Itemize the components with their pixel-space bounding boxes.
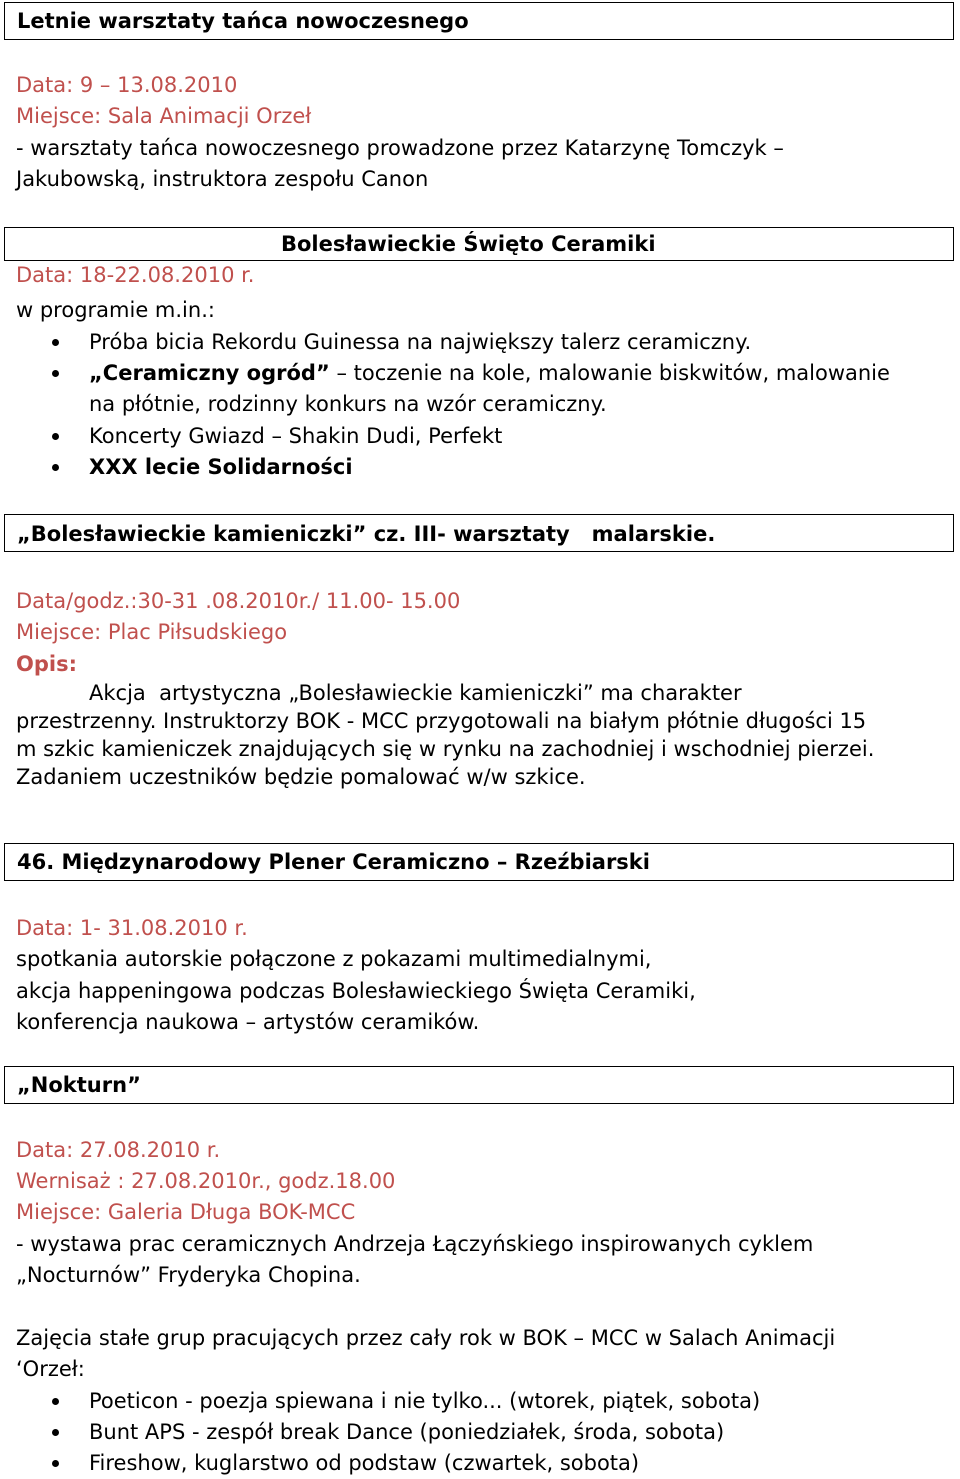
program-item-bold: „Ceramiczny ogród” — [89, 361, 330, 385]
event-description-line: akcja happeningowa podczas Bolesławieckiego Święta Ceramiki, — [16, 979, 696, 1003]
vernissage-info: Wernisaż : 27.08.2010r., godz.18.00 — [16, 1169, 396, 1193]
event-description-line: „Nocturnów” Fryderyka Chopina. — [16, 1263, 361, 1287]
program-item: Próba bicia Rekordu Guinessa na największy talerz ceramiczny. — [89, 330, 752, 354]
event-place: Miejsce: Galeria Długa BOK-MCC — [16, 1200, 356, 1224]
event-date: Data/godz.:30-31 .08.2010r./ 11.00- 15.00 — [16, 589, 461, 613]
section-title: Letnie warsztaty tańca nowoczesnego — [17, 9, 469, 33]
event-description-line: spotkania autorskie połączone z pokazami multimedialnymi, — [16, 947, 652, 971]
description-line: Zadaniem uczestników będzie pomalować w/w szkice. — [16, 765, 586, 789]
event-date: Data: 9 – 13.08.2010 — [16, 73, 238, 97]
event-place: Miejsce: Plac Piłsudskiego — [16, 620, 288, 644]
bullet-icon — [52, 370, 59, 377]
bullet-icon — [52, 433, 59, 440]
bullet-icon — [52, 464, 59, 471]
event-place: Miejsce: Sala Animacji Orzeł — [16, 104, 312, 128]
description-line: Akcja artystyczna „Bolesławieckie kamieniczki” ma charakter — [89, 681, 742, 705]
bullet-icon — [52, 1460, 59, 1467]
description-line: przestrzenny. Instruktorzy BOK - MCC przygotowali na białym płótnie długości 15 — [16, 709, 867, 733]
class-item: Bunt APS - zespół break Dance (poniedziałek, środa, sobota) — [89, 1420, 725, 1444]
event-description-line: konferencja naukowa – artystów ceramików. — [16, 1010, 480, 1034]
section-title: 46. Międzynarodowy Plener Ceramiczno – Rzeźbiarski — [17, 850, 650, 874]
bullet-icon — [52, 1398, 59, 1405]
section-title: „Nokturn” — [17, 1073, 141, 1097]
class-item: Poeticon - poezja spiewana i nie tylko... (wtorek, piątek, sobota) — [89, 1389, 761, 1413]
section-title: „Bolesławieckie kamieniczki” cz. III- warsztaty malarskie. — [17, 522, 716, 546]
program-label: w programie m.in.: — [16, 298, 215, 322]
section-heading-box — [4, 1066, 954, 1104]
regular-classes-intro: ‘Orzeł: — [16, 1357, 85, 1381]
bullet-icon — [52, 1429, 59, 1436]
class-item: Fireshow, kuglarstwo od podstaw (czwartek, sobota) — [89, 1451, 640, 1475]
program-item-text: – toczenie na kole, malowanie biskwitów, malowanie — [329, 361, 890, 385]
program-item — [89, 358, 890, 388]
program-item: Koncerty Gwiazd – Shakin Dudi, Perfekt — [89, 424, 503, 448]
section-heading-box — [4, 227, 954, 261]
event-description-line: - warsztaty tańca nowoczesnego prowadzone przez Katarzynę Tomczyk – — [16, 136, 784, 160]
event-date: Data: 27.08.2010 r. — [16, 1138, 221, 1162]
program-item-continuation: na płótnie, rodzinny konkurs na wzór ceramiczny. — [89, 392, 607, 416]
description-label: Opis: — [16, 652, 77, 676]
section-heading-box — [4, 514, 954, 552]
event-description-line: Jakubowską, instruktora zespołu Canon — [16, 167, 429, 191]
description-line: m szkic kamieniczek znajdujących się w rynku na zachodniej i wschodniej pierzei. — [16, 737, 875, 761]
event-date: Data: 18-22.08.2010 r. — [16, 263, 255, 287]
program-item: XXX lecie Solidarności — [89, 455, 353, 479]
section-heading-box — [4, 843, 954, 881]
event-description-line: - wystawa prac ceramicznych Andrzeja Łączyńskiego inspirowanych cyklem — [16, 1232, 814, 1256]
event-date: Data: 1- 31.08.2010 r. — [16, 916, 248, 940]
section-title: Bolesławieckie Święto Ceramiki — [281, 232, 656, 256]
bullet-icon — [52, 339, 59, 346]
section-heading-box — [4, 2, 954, 40]
regular-classes-intro: Zajęcia stałe grup pracujących przez cały rok w BOK – MCC w Salach Animacji — [16, 1326, 836, 1350]
